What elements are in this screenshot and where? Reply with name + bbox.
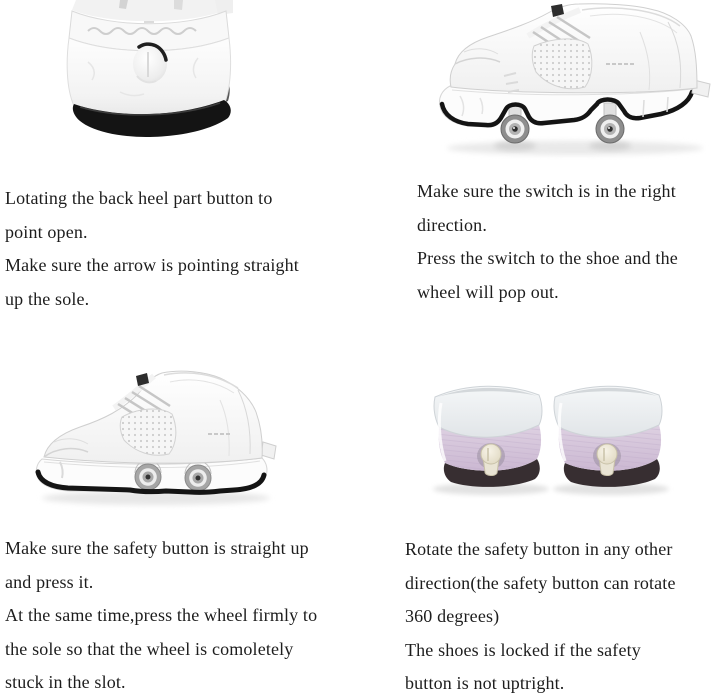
skate-shoe-side-view-illustration xyxy=(430,0,719,160)
caption-line: 360 degrees) xyxy=(405,606,500,626)
caption-line: and press it. xyxy=(5,571,94,592)
caption-line: Make sure the arrow is pointing straight xyxy=(5,255,299,275)
caption-line: Press the switch to the shoe and the xyxy=(417,248,678,268)
front-wheel xyxy=(501,115,529,143)
photo-shoe-wheels-retracted xyxy=(30,342,290,537)
caption-top-left xyxy=(5,182,299,316)
shoe-upper xyxy=(44,371,262,463)
caption-line: the sole so that the wheel is comoletely xyxy=(5,638,294,659)
caption-line: direction(the safety button can rotate xyxy=(405,572,676,593)
caption-top-right xyxy=(417,175,678,309)
caption-line: Make sure the switch is in the right xyxy=(417,181,676,201)
caption-line: wheel will pop out. xyxy=(417,281,559,302)
caption-line: up the sole. xyxy=(5,288,90,309)
rear-wheel-retracted xyxy=(185,465,211,491)
right-heel xyxy=(554,386,662,487)
caption-bottom-left xyxy=(5,532,317,695)
caption-line: Lotating the back heel part button to xyxy=(5,188,273,208)
heel-pair-illustration xyxy=(425,375,705,515)
caption-bottom-right xyxy=(405,533,676,695)
front-wheel-retracted xyxy=(135,464,161,490)
caption-line: The shoes is locked if the safety xyxy=(405,639,641,660)
caption-line: stuck in the slot. xyxy=(5,672,126,692)
caption-line: Make sure the safety button is straight up xyxy=(5,538,309,558)
rear-wheel xyxy=(596,115,624,143)
photo-heel-release-button xyxy=(58,0,238,140)
left-heel xyxy=(434,386,542,487)
skate-shoe-retracted-illustration xyxy=(30,342,290,537)
floor-shadow xyxy=(447,141,703,155)
heel-tab xyxy=(261,442,276,459)
heel-back-view-illustration xyxy=(58,0,238,140)
caption-line: direction. xyxy=(417,214,487,235)
caption-line: button is not uptright. xyxy=(405,673,565,693)
photo-heel-safety-buttons xyxy=(425,375,705,515)
shoe-upper xyxy=(450,4,697,93)
photo-shoe-wheels-out xyxy=(430,0,719,160)
caption-line: At the same time,press the wheel firmly to xyxy=(5,605,318,625)
caption-line: point open. xyxy=(5,221,88,242)
caption-line: Rotate the safety button in any other xyxy=(405,539,673,559)
